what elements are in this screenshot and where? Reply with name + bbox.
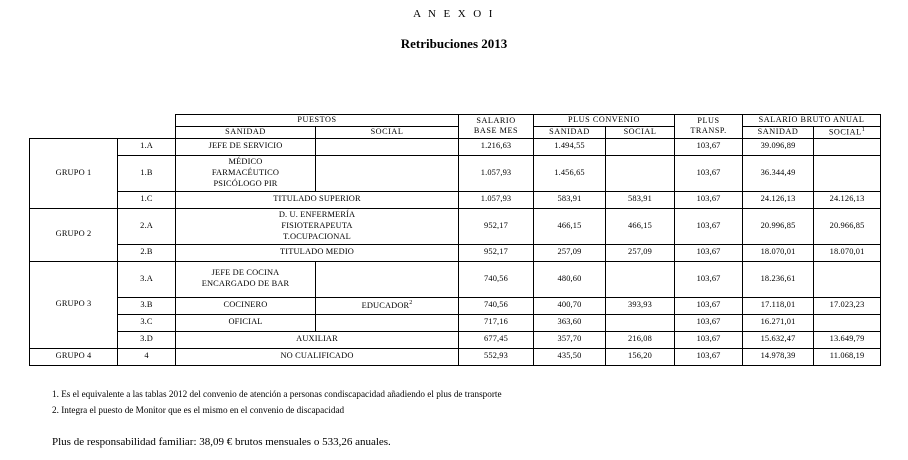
row-code-cell: 2.A [118, 208, 176, 244]
bruto-social-cell: 24.126,13 [814, 191, 881, 208]
convenio-sanidad-cell: 357,70 [534, 331, 606, 348]
bruto-sanidad-cell: 17.118,01 [743, 297, 814, 314]
footnote-marker-1: 1 [861, 126, 866, 133]
table-body [30, 138, 881, 365]
plus-transp-cell: 103,67 [675, 244, 743, 261]
convenio-social-cell [606, 138, 675, 155]
bruto-social-cell: 13.649,79 [814, 331, 881, 348]
bruto-sanidad-cell: 18.236,61 [743, 261, 814, 297]
table-row [30, 191, 881, 208]
table-row [30, 314, 881, 331]
header-row-sub [30, 126, 881, 138]
header-salario-bruto-anual: SALARIO BRUTO ANUAL [743, 115, 881, 127]
puesto-sanidad-cell: OFICIAL [176, 314, 316, 331]
bruto-social-cell [814, 155, 881, 191]
plus-transp-cell: 103,67 [675, 297, 743, 314]
bruto-social-cell: 18.070,01 [814, 244, 881, 261]
header-plus-transp [675, 115, 743, 139]
group-label-cell: GRUPO 2 [30, 208, 118, 261]
convenio-social-cell: 393,93 [606, 297, 675, 314]
salario-base-cell: 952,17 [459, 208, 534, 244]
header-plus-transp-line2: TRANSP. [690, 126, 727, 136]
convenio-social-cell: 156,20 [606, 348, 675, 365]
salario-base-cell: 677,45 [459, 331, 534, 348]
convenio-social-cell [606, 314, 675, 331]
header-corner-code [118, 115, 176, 127]
header-corner-group [30, 115, 118, 127]
header-convenio-social: SOCIAL [606, 126, 675, 138]
table-row [30, 155, 881, 191]
table-row [30, 208, 881, 244]
puesto-sanidad-cell: MÉDICO FARMACÉUTICO PSICÓLOGO PIR [176, 155, 316, 191]
plus-transp-cell: 103,67 [675, 191, 743, 208]
puesto-social-cell [316, 314, 459, 331]
header-puestos-social: SOCIAL [316, 126, 459, 138]
convenio-sanidad-cell: 466,15 [534, 208, 606, 244]
header-bruto-social [814, 126, 881, 138]
puesto-cell-merged: NO CUALIFICADO [176, 348, 459, 365]
header-salario-base-line2: BASE MES [473, 126, 519, 136]
convenio-social-cell [606, 261, 675, 297]
salario-base-cell: 1.057,93 [459, 191, 534, 208]
row-code-cell: 1.B [118, 155, 176, 191]
header-convenio-sanidad: SANIDAD [534, 126, 606, 138]
puesto-sanidad-cell: JEFE DE COCINA ENCARGADO DE BAR [176, 261, 316, 297]
puesto-social-cell: EDUCADOR$^2$ [316, 297, 459, 314]
header-corner-group-2 [30, 126, 118, 138]
row-code-cell: 3.C [118, 314, 176, 331]
closing-note: Plus de responsabilidad familiar: 38,09 € brutos mensuales o 533,26 anuales. [52, 436, 391, 448]
row-code-cell: 3.A [118, 261, 176, 297]
puesto-cell-merged: D. U. ENFERMERÍA FISIOTERAPEUTA T.OCUPACIONAL [176, 208, 459, 244]
salario-base-cell: 1.057,93 [459, 155, 534, 191]
convenio-sanidad-cell: 435,50 [534, 348, 606, 365]
puesto-cell-merged: TITULADO MEDIO [176, 244, 459, 261]
bruto-sanidad-cell: 20.996,85 [743, 208, 814, 244]
row-code-cell: 3.B [118, 297, 176, 314]
table-row [30, 261, 881, 297]
plus-transp-cell: 103,67 [675, 208, 743, 244]
plus-transp-cell: 103,67 [675, 314, 743, 331]
header-plus-transp-line1: PLUS [697, 115, 720, 125]
salario-base-cell: 740,56 [459, 297, 534, 314]
bruto-sanidad-cell: 24.126,13 [743, 191, 814, 208]
convenio-social-cell: 466,15 [606, 208, 675, 244]
bruto-sanidad-cell: 36.344,49 [743, 155, 814, 191]
row-code-cell: 1.C [118, 191, 176, 208]
puesto-sanidad-cell: COCINERO [176, 297, 316, 314]
header-bruto-sanidad: SANIDAD [743, 126, 814, 138]
bruto-social-cell: 11.068,19 [814, 348, 881, 365]
puesto-social-cell [316, 261, 459, 297]
convenio-social-cell: 257,09 [606, 244, 675, 261]
bruto-social-cell [814, 261, 881, 297]
row-code-cell: 2.B [118, 244, 176, 261]
convenio-sanidad-cell: 480,60 [534, 261, 606, 297]
puesto-cell-merged: TITULADO SUPERIOR [176, 191, 459, 208]
convenio-sanidad-cell: 583,91 [534, 191, 606, 208]
table-row [30, 297, 881, 314]
table-row [30, 244, 881, 261]
salario-base-cell: 740,56 [459, 261, 534, 297]
convenio-sanidad-cell: 400,70 [534, 297, 606, 314]
bruto-sanidad-cell: 14.978,39 [743, 348, 814, 365]
salario-base-cell: 552,93 [459, 348, 534, 365]
document-heading: A N E X O I [413, 8, 495, 20]
puesto-social-cell [316, 155, 459, 191]
bruto-sanidad-cell: 39.096,89 [743, 138, 814, 155]
group-label-cell: GRUPO 3 [30, 261, 118, 348]
header-salario-base-line1: SALARIO [476, 115, 516, 125]
footnote-2: 2. Integra el puesto de Monitor que es el mismo en el convenio de discapacidad [52, 405, 345, 416]
header-row-top [30, 115, 881, 127]
header-puestos-sanidad: SANIDAD [176, 126, 316, 138]
plus-transp-cell: 103,67 [675, 155, 743, 191]
header-plus-convenio: PLUS CONVENIO [534, 115, 675, 127]
convenio-sanidad-cell: 257,09 [534, 244, 606, 261]
group-label-cell: GRUPO 4 [30, 348, 118, 365]
header-corner-code-2 [118, 126, 176, 138]
table-row [30, 331, 881, 348]
table-row [30, 348, 881, 365]
salary-table [29, 114, 881, 366]
bruto-sanidad-cell: 16.271,01 [743, 314, 814, 331]
header-salario-base [459, 115, 534, 139]
plus-transp-cell: 103,67 [675, 348, 743, 365]
footnote-marker-2: 2 [409, 299, 413, 306]
bruto-sanidad-cell: 18.070,01 [743, 244, 814, 261]
bruto-social-cell: 20.966,85 [814, 208, 881, 244]
puesto-cell-merged: AUXILIAR [176, 331, 459, 348]
row-code-cell: 4 [118, 348, 176, 365]
salary-table-container [29, 114, 880, 366]
salario-base-cell: 952,17 [459, 244, 534, 261]
row-code-cell: 1.A [118, 138, 176, 155]
table-head [30, 115, 881, 139]
plus-transp-cell: 103,67 [675, 138, 743, 155]
bruto-social-cell [814, 314, 881, 331]
convenio-social-cell: 216,08 [606, 331, 675, 348]
row-code-cell: 3.D [118, 331, 176, 348]
footnotes-block [52, 386, 502, 419]
table-row [30, 138, 881, 155]
plus-transp-cell: 103,67 [675, 261, 743, 297]
convenio-social-cell: 583,91 [606, 191, 675, 208]
salario-base-cell: 717,16 [459, 314, 534, 331]
header-puestos: PUESTOS [176, 115, 459, 127]
header-bruto-social-label: SOCIAL [828, 127, 862, 137]
puesto-sanidad-cell: JEFE DE SERVICIO [176, 138, 316, 155]
convenio-sanidad-cell: 1.456,65 [534, 155, 606, 191]
plus-transp-cell: 103,67 [675, 331, 743, 348]
bruto-social-cell: 17.023,23 [814, 297, 881, 314]
bruto-sanidad-cell: 15.632,47 [743, 331, 814, 348]
convenio-sanidad-cell: 1.494,55 [534, 138, 606, 155]
convenio-social-cell [606, 155, 675, 191]
puesto-social-cell [316, 138, 459, 155]
page-title: Retribuciones 2013 [400, 36, 508, 51]
bruto-social-cell [814, 138, 881, 155]
group-label-cell: GRUPO 1 [30, 138, 118, 208]
convenio-sanidad-cell: 363,60 [534, 314, 606, 331]
salario-base-cell: 1.216,63 [459, 138, 534, 155]
footnote-1: 1. Es el equivalente a las tablas 2012 del convenio de atención a personas condiscapacidad añadiendo el plus de transporte [52, 389, 502, 399]
